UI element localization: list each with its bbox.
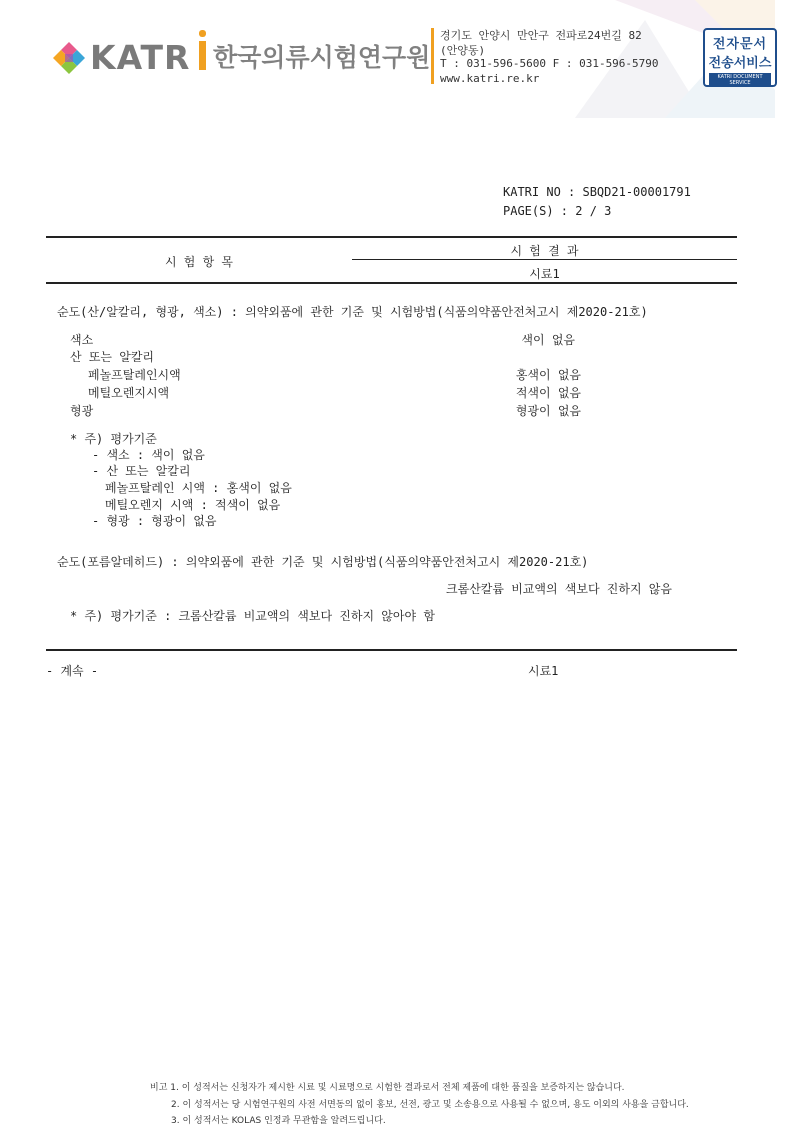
stamp-line2: 전송서비스 bbox=[708, 56, 772, 71]
criteria-line: 페놀프탈레인 시액 : 홍색이 없음 bbox=[105, 481, 292, 495]
footer-sample-label: 시료1 bbox=[528, 664, 559, 678]
continued-label: - 계속 - bbox=[46, 664, 99, 678]
table-header-bottom-rule bbox=[46, 282, 737, 284]
address-divider bbox=[431, 28, 434, 84]
logo-i-mark bbox=[198, 30, 207, 70]
row-value: 홍색이 없음 bbox=[515, 368, 581, 382]
row-label: 색소 bbox=[70, 333, 94, 347]
row-value: 적색이 없음 bbox=[515, 386, 581, 400]
page-indicator: PAGE(S) : 2 / 3 bbox=[503, 204, 612, 218]
note-line: 3. 이 성적서는 KOLAS 인정과 무관함을 알려드립니다. bbox=[171, 1116, 386, 1126]
electronic-document-stamp bbox=[703, 28, 777, 87]
criteria-line: - 형광 : 형광이 없음 bbox=[92, 514, 217, 528]
sample-header: 시료1 bbox=[529, 267, 560, 281]
note-line: 2. 이 성적서는 당 시험연구원의 사전 서면동의 없이 홍보, 선전, 광고 및 소송용으로 사용될 수 없으며, 용도 이외의 사용을 금합니다. bbox=[171, 1100, 689, 1110]
section2-criteria: * 주) 평가기준 : 크롬산칼륨 비교액의 색보다 진하지 않아야 함 bbox=[70, 609, 435, 623]
address-line1: 경기도 안양시 만안구 전파로24번길 82 bbox=[440, 29, 642, 42]
row-label: 메틸오렌지시액 bbox=[88, 386, 170, 400]
stamp-line1: 전자문서 bbox=[712, 37, 768, 52]
logo-wordmark: KATR bbox=[90, 38, 191, 77]
stamp-line3: KATRI DOCUMENT SERVICE bbox=[709, 73, 771, 87]
criteria-heading: * 주) 평가기준 bbox=[70, 432, 157, 446]
row-value: 형광이 없음 bbox=[515, 404, 581, 418]
row-label: 형광 bbox=[70, 404, 94, 418]
result-header-divider bbox=[352, 259, 737, 260]
section2-title: 순도(포름알데히드) : 의약외품에 관한 기준 및 시험방법(식품의약품안전처고시 제2020-21호) bbox=[57, 555, 589, 569]
criteria-line: - 산 또는 알칼리 bbox=[92, 464, 191, 478]
table-top-rule bbox=[46, 236, 737, 238]
phone-fax: T : 031-596-5600 F : 031-596-5790 bbox=[440, 57, 659, 70]
section1-title: 순도(산/알칼리, 형광, 색소) : 의약외품에 관한 기준 및 시험방법(식품의약품안전처고시 제2020-21호) bbox=[57, 305, 648, 319]
row-label: 산 또는 알칼리 bbox=[70, 350, 155, 364]
test-item-header: 시 험 항 목 bbox=[164, 255, 234, 269]
row-label: 페놀프탈레인시액 bbox=[88, 368, 181, 382]
row-value: 색이 없음 bbox=[521, 333, 575, 347]
note-line: 비고 1. 이 성적서는 신청자가 제시한 시료 및 시료명으로 시험한 결과로서 전체 제품에 대한 품질을 보증하지는 않습니다. bbox=[150, 1083, 625, 1093]
katri-logo-icon bbox=[52, 40, 86, 74]
criteria-line: - 색소 : 색이 없음 bbox=[92, 448, 205, 462]
section2-result: 크롬산칼륨 비교액의 색보다 진하지 않음 bbox=[446, 582, 672, 596]
address-line2: (안양동) bbox=[440, 44, 486, 57]
website-link[interactable]: www.katri.re.kr bbox=[440, 72, 540, 85]
report-number: KATRI NO : SBQD21-00001791 bbox=[503, 185, 691, 199]
criteria-line: 메틸오렌지 시액 : 적색이 없음 bbox=[105, 498, 281, 512]
logo-korean-name: 한국의류시험연구원 bbox=[213, 43, 431, 72]
test-result-header: 시 험 결 과 bbox=[510, 244, 579, 258]
table-bottom-rule bbox=[46, 649, 737, 651]
